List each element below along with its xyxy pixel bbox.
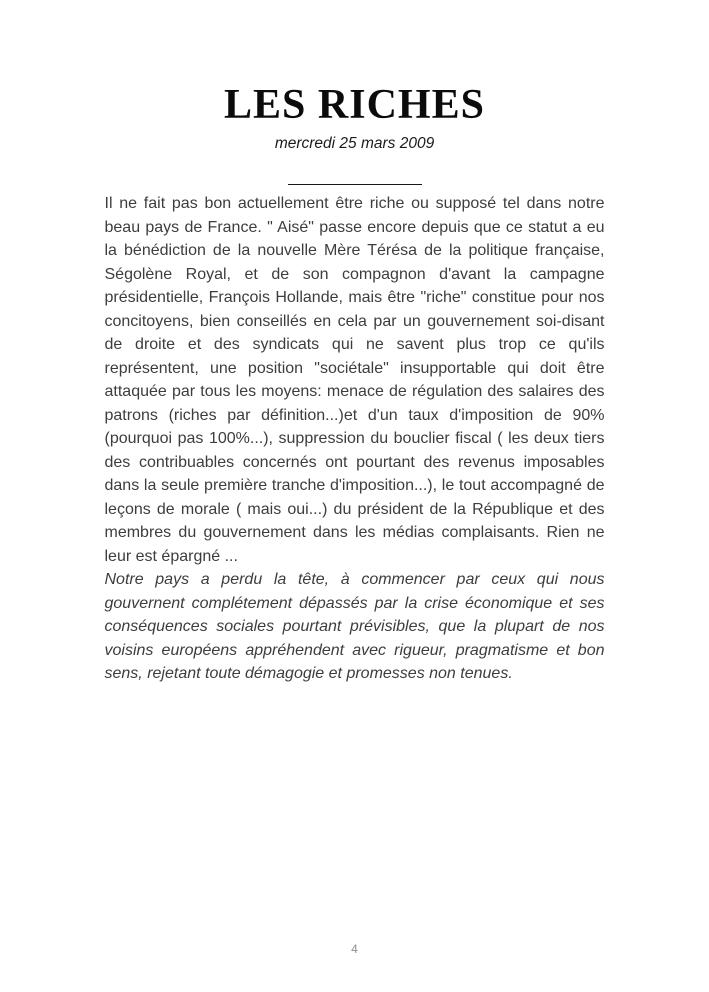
paragraph-regular: Il ne fait pas bon actuellement être riche ou supposé tel dans notre beau pays de France. " Aisé" passe encore depuis que ce statut a eu la bénédiction de la nouvelle Mère Térésa de la politique française, Ségolène Royal, et de son compagnon d'avant la campagne présidentielle, François Hollande, mais être "riche" constitue pour nos concitoyens, bien conseillés en cela par un gouvernement soi-disant de droite et des syndicats qui ne savent plus trop ce qu'ils représentent, une position "sociétale" insupportable qui doit être attaquée par tous les moyens: menace de régulation des salaires des patrons (riches par définition...)et d'un taux d'imposition de 90% (pourquoi pas 100%...), suppression du bouclier fiscal ( les deux tiers des contribuables concernés ont pourtant des revenus imposables dans la seule première tranche d'imposition...), le tout accompagné de leçons de morale ( mais oui...) du président de la République et des membres du gouvernement dans les médias complaisants. Rien ne leur est épargné ...	[104, 195, 605, 565]
article-header	[0, 0, 709, 153]
section-divider	[288, 184, 422, 185]
article-date: mercredi 25 mars 2009	[274, 135, 435, 152]
article-body	[105, 192, 605, 686]
page-number: 4	[351, 942, 358, 956]
page-title: LES RICHES	[224, 82, 485, 128]
paragraph-italic: Notre pays a perdu la tête, à commencer par ceux qui nous gouvernent complétement dépassés par la crise économique et ses conséquences sociales pourtant prévisibles, que la plupart de nos voisins européens appréhendent avec rigueur, pragmatisme et bon sens, rejetant toute démagogie et promesses non tenues.	[104, 571, 605, 682]
